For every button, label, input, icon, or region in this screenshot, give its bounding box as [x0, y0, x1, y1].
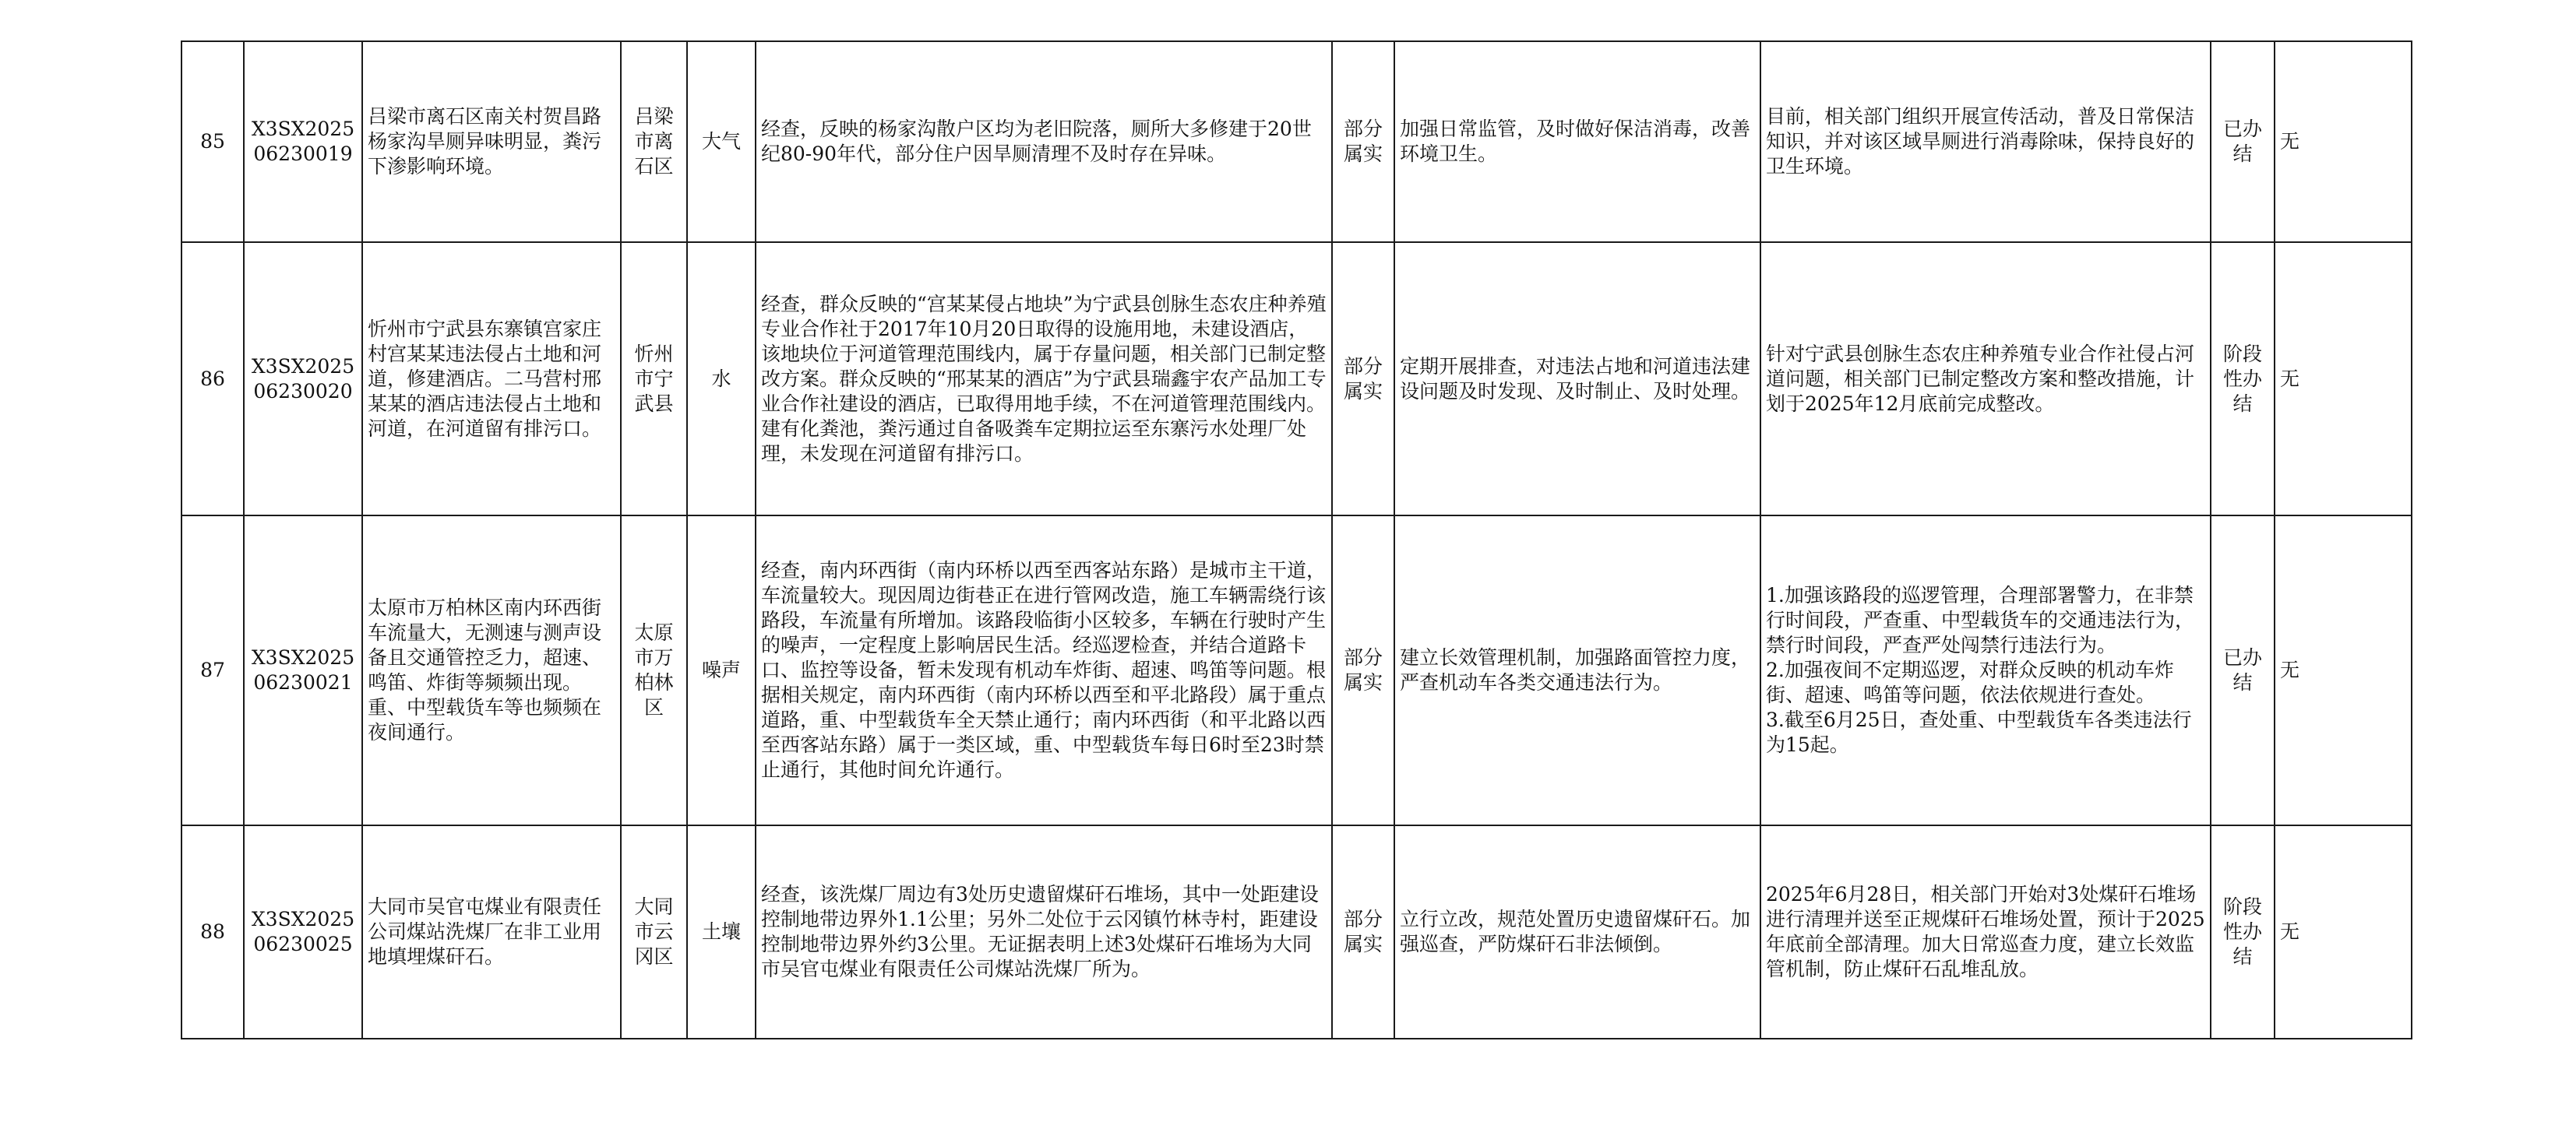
pollution-type: 噪声	[687, 515, 756, 825]
case-status: 阶段性办结	[2211, 242, 2275, 515]
investigation-result: 经查，南内环西街（南内环桥以西至西客站东路）是城市主干道，车流量较大。现因周边街巷正在进行管网改造，施工车辆需绕行该路段，车流量有所增加。该路段临街小区较多，车辆在行驶时产生的噪声，一定程度上影响居民生活。经巡逻检查，并结合道路卡口、监控等设备，暂未发现有机动车炸街、超速、鸣笛等问题。根据相关规定，南内环西街（南内环桥以西至和平北路段）属于重点道路，重、中型载货车全天禁止通行；南内环西街（和平北路以西至西客站东路）属于一类区域，重、中型载货车每日6时至23时禁止通行，其他时间允许通行。	[756, 515, 1332, 825]
accountability: 无	[2275, 825, 2412, 1039]
case-code: X3SX202506230020	[244, 242, 362, 515]
investigation-result: 经查，反映的杨家沟散户区均为老旧院落，厕所大多修建于20世纪80-90年代，部分住户因旱厕清理不及时存在异味。	[756, 41, 1332, 242]
rectification-measures: 加强日常监管，及时做好保洁消毒，改善环境卫生。	[1394, 41, 1760, 242]
complaint-table	[181, 40, 2412, 1039]
complaint-content: 太原市万柏林区南内环西街车流量大，无测速与测声设备且交通管控乏力，超速、鸣笛、炸街等频频出现。重、中型载货车等也频频在夜间通行。	[362, 515, 621, 825]
rectification-measures: 建立长效管理机制，加强路面管控力度，严查机动车各类交通违法行为。	[1394, 515, 1760, 825]
pollution-type: 大气	[687, 41, 756, 242]
district: 大同市云冈区	[621, 825, 687, 1039]
investigation-result: 经查，群众反映的“宫某某侵占地块”为宁武县创脉生态农庄种养殖专业合作社于2017年10月20日取得的设施用地，未建设酒店，该地块位于河道管理范围线内，属于存量问题，相关部门已制定整改方案。群众反映的“邢某某的酒店”为宁武县瑞鑫宇农产品加工专业合作社建设的酒店，已取得用地手续，不在河道管理范围线内。建有化粪池，粪污通过自备吸粪车定期拉运至东寨污水处理厂处理，未发现在河道留有排污口。	[756, 242, 1332, 515]
verdict: 部分属实	[1332, 825, 1394, 1039]
case-code: X3SX202506230021	[244, 515, 362, 825]
table-row	[181, 41, 2412, 242]
rectification-progress: 1.加强该路段的巡逻管理，合理部署警力，在非禁行时间段，严查重、中型载货车的交通违法行为，禁行时间段，严查严处闯禁行违法行为。 2.加强夜间不定期巡逻，对群众反映的机动车炸街、超速、鸣笛等问题，依法依规进行查处。 3.截至6月25日，查处重、中型载货车各类违法行为15起。	[1760, 515, 2211, 825]
verdict: 部分属实	[1332, 41, 1394, 242]
case-status: 已办结	[2211, 515, 2275, 825]
table-row	[181, 515, 2412, 825]
accountability: 无	[2275, 515, 2412, 825]
rectification-measures: 定期开展排查，对违法占地和河道违法建设问题及时发现、及时制止、及时处理。	[1394, 242, 1760, 515]
district: 太原市万柏林区	[621, 515, 687, 825]
pollution-type: 水	[687, 242, 756, 515]
case-status: 已办结	[2211, 41, 2275, 242]
row-number: 87	[181, 515, 244, 825]
district: 吕梁市离石区	[621, 41, 687, 242]
district: 忻州市宁武县	[621, 242, 687, 515]
complaint-content: 大同市吴官屯煤业有限责任公司煤站洗煤厂在非工业用地填埋煤矸石。	[362, 825, 621, 1039]
case-status: 阶段性办结	[2211, 825, 2275, 1039]
verdict: 部分属实	[1332, 242, 1394, 515]
accountability: 无	[2275, 41, 2412, 242]
table-row	[181, 242, 2412, 515]
table-row	[181, 825, 2412, 1039]
pollution-type: 土壤	[687, 825, 756, 1039]
investigation-result: 经查，该洗煤厂周边有3处历史遗留煤矸石堆场，其中一处距建设控制地带边界外1.1公里；另外二处位于云冈镇竹林寺村，距建设控制地带边界外约3公里。无证据表明上述3处煤矸石堆场为大同市吴官屯煤业有限责任公司煤站洗煤厂所为。	[756, 825, 1332, 1039]
rectification-progress: 针对宁武县创脉生态农庄种养殖专业合作社侵占河道问题，相关部门已制定整改方案和整改措施，计划于2025年12月底前完成整改。	[1760, 242, 2211, 515]
row-number: 88	[181, 825, 244, 1039]
rectification-progress: 目前，相关部门组织开展宣传活动，普及日常保洁知识，并对该区域旱厕进行消毒除味，保持良好的卫生环境。	[1760, 41, 2211, 242]
case-code: X3SX202506230025	[244, 825, 362, 1039]
complaint-content: 吕梁市离石区南关村贺昌路杨家沟旱厕异味明显，粪污下渗影响环境。	[362, 41, 621, 242]
verdict: 部分属实	[1332, 515, 1394, 825]
accountability: 无	[2275, 242, 2412, 515]
rectification-measures: 立行立改，规范处置历史遗留煤矸石。加强巡查，严防煤矸石非法倾倒。	[1394, 825, 1760, 1039]
case-code: X3SX202506230019	[244, 41, 362, 242]
complaint-content: 忻州市宁武县东寨镇宫家庄村宫某某违法侵占土地和河道，修建酒店。二马营村邢某某的酒店违法侵占土地和河道，在河道留有排污口。	[362, 242, 621, 515]
rectification-progress: 2025年6月28日，相关部门开始对3处煤矸石堆场进行清理并送至正规煤矸石堆场处置，预计于2025年底前全部清理。加大日常巡查力度，建立长效监管机制，防止煤矸石乱堆乱放。	[1760, 825, 2211, 1039]
row-number: 85	[181, 41, 244, 242]
row-number: 86	[181, 242, 244, 515]
